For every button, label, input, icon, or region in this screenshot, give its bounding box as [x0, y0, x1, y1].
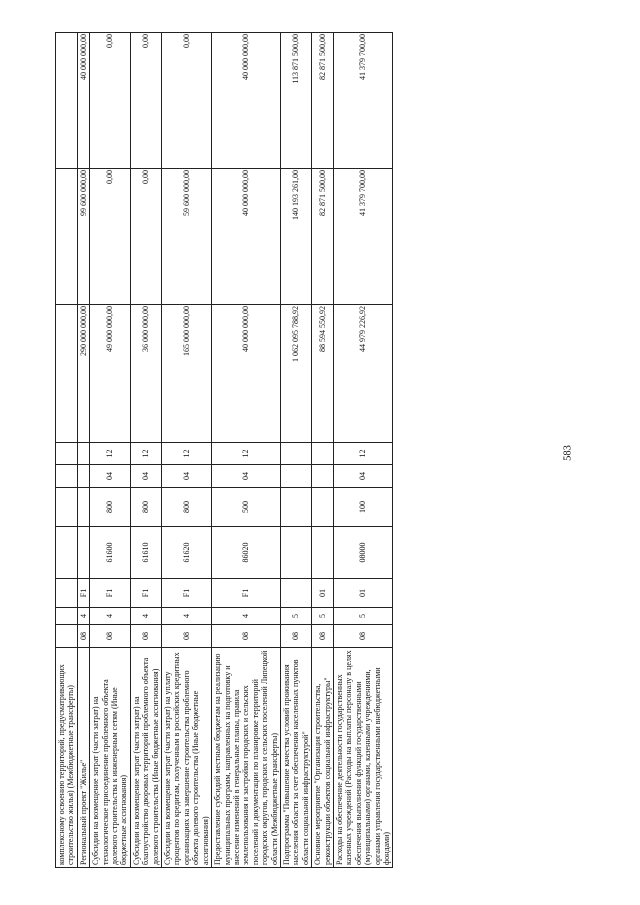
code-cell: 04: [90, 465, 131, 488]
code-cell: 12: [90, 443, 131, 465]
amount-cell: 1 062 095 788,92: [280, 305, 311, 443]
code-cell: [56, 488, 78, 527]
code-cell: 4: [77, 608, 89, 625]
code-cell: 4: [162, 608, 212, 625]
code-cell: [280, 465, 311, 488]
amount-cell: 41 379 700,00: [333, 169, 392, 305]
amount-cell: 49 000 000,00: [90, 305, 131, 443]
table-row: [280, 33, 311, 868]
code-cell: 04: [130, 465, 161, 488]
code-cell: F1: [212, 579, 281, 608]
code-cell: 4: [130, 608, 161, 625]
amount-cell: 40 000 000,00: [212, 33, 281, 169]
code-cell: 4: [90, 608, 131, 625]
row-name-cell: Подпрограмма "Повышение качества условий проживания населения области за счет обеспечения населенных пунктов области социальной инфраструктурой": [280, 648, 311, 868]
row-name-cell: Предоставление субсидий местным бюджетам на реализацию муниципальных программ, направленных на подготовку и внесение изменений в генеральные планы, правила землепользования и застройки городских и сельских поселений и документации по планировке территорий городских округов, городских и сельских поселений Липецкой области (Межбюджетные трансферты): [212, 648, 281, 868]
code-cell: 01: [312, 579, 334, 608]
code-cell: 800: [130, 488, 161, 527]
code-cell: 08: [280, 625, 311, 648]
code-cell: [56, 527, 78, 579]
code-cell: [280, 527, 311, 579]
code-cell: 86020: [212, 527, 281, 579]
amount-cell: 41 379 700,00: [333, 33, 392, 169]
budget-table: [55, 32, 393, 868]
code-cell: 08: [312, 625, 334, 648]
amount-cell: 82 871 500,00: [312, 33, 334, 169]
code-cell: 12: [212, 443, 281, 465]
amount-cell: 59 600 000,00: [162, 169, 212, 305]
amount-cell: 99 600 000,00: [77, 169, 89, 305]
amount-cell: 290 000 000,00: [77, 305, 89, 443]
code-cell: [56, 608, 78, 625]
amount-cell: 82 871 500,00: [312, 169, 334, 305]
code-cell: F1: [77, 579, 89, 608]
code-cell: [280, 579, 311, 608]
code-cell: 08: [90, 625, 131, 648]
code-cell: 500: [212, 488, 281, 527]
amount-cell: 0,00: [90, 33, 131, 169]
code-cell: [312, 527, 334, 579]
table-row: [162, 33, 212, 868]
page-number: 583: [562, 445, 574, 461]
code-cell: [312, 443, 334, 465]
table-row: [77, 33, 89, 868]
code-cell: [280, 443, 311, 465]
code-cell: [77, 488, 89, 527]
code-cell: 5: [280, 608, 311, 625]
amount-cell: 165 000 000,00: [162, 305, 212, 443]
code-cell: 12: [162, 443, 212, 465]
row-name-cell: Региональный проект "Жилье": [77, 648, 89, 868]
amount-cell: 0,00: [130, 169, 161, 305]
amount-cell: 140 193 261,00: [280, 169, 311, 305]
code-cell: 61620: [162, 527, 212, 579]
row-name-cell: комплексному освоению территорий, предусматривающих строительство жилья) (Межбюджетные трансферты): [56, 648, 78, 868]
code-cell: 04: [162, 465, 212, 488]
row-name-cell: Субсидии на возмещение затрат (части затрат) на технологическое присоединение проблемного объекта долевого строительства к инженерным сетям (Иные бюджетные ассигнования): [90, 648, 131, 868]
code-cell: [56, 625, 78, 648]
code-cell: F1: [90, 579, 131, 608]
code-cell: 08: [162, 625, 212, 648]
code-cell: [77, 527, 89, 579]
amount-cell: 44 979 226,92: [333, 305, 392, 443]
code-cell: 12: [130, 443, 161, 465]
amount-cell: 0,00: [90, 169, 131, 305]
code-cell: 01: [333, 579, 392, 608]
budget-table-rotated: [55, 33, 393, 868]
table-row: [312, 33, 334, 868]
code-cell: [56, 443, 78, 465]
amount-cell: 88 594 550,92: [312, 305, 334, 443]
code-cell: [280, 488, 311, 527]
code-cell: 61610: [130, 527, 161, 579]
code-cell: 08000: [333, 527, 392, 579]
table-row: [56, 33, 78, 868]
code-cell: 12: [333, 443, 392, 465]
code-cell: 08: [77, 625, 89, 648]
row-name-cell: Основное мероприятие "Организация строительства, реконструкции объектов социальной инфраструктуры": [312, 648, 334, 868]
code-cell: [56, 465, 78, 488]
code-cell: [312, 488, 334, 527]
code-cell: 4: [212, 608, 281, 625]
amount-cell: 36 000 000,00: [130, 305, 161, 443]
code-cell: 04: [333, 465, 392, 488]
code-cell: 61600: [90, 527, 131, 579]
amount-cell: 113 871 500,00: [280, 33, 311, 169]
code-cell: 100: [333, 488, 392, 527]
code-cell: [77, 465, 89, 488]
code-cell: 08: [333, 625, 392, 648]
code-cell: 04: [212, 465, 281, 488]
table-row: [90, 33, 131, 868]
code-cell: 5: [312, 608, 334, 625]
row-name-cell: Субсидии на возмещение затрат (части затрат) на уплату процентов по кредитам, полученным в российских кредитных организациях на завершение строительства проблемного объекта долевого строительства (Иные бюджетные ассигнования): [162, 648, 212, 868]
code-cell: 800: [162, 488, 212, 527]
code-cell: [56, 579, 78, 608]
amount-cell: [56, 169, 78, 305]
code-cell: F1: [130, 579, 161, 608]
row-name-cell: Субсидии на возмещение затрат (части затрат) на благоустройство дворовых территорий проблемного объекта долевого строительства (Иные бюджетные ассигнования): [130, 648, 161, 868]
code-cell: F1: [162, 579, 212, 608]
table-row: [130, 33, 161, 868]
amount-cell: 40 000 000,00: [212, 305, 281, 443]
amount-cell: [56, 33, 78, 169]
amount-cell: 40 000 000,00: [77, 33, 89, 169]
code-cell: [312, 465, 334, 488]
amount-cell: 40 000 000,00: [212, 169, 281, 305]
amount-cell: [56, 305, 78, 443]
code-cell: 08: [130, 625, 161, 648]
table-row: [333, 33, 392, 868]
amount-cell: 0,00: [162, 33, 212, 169]
code-cell: [77, 443, 89, 465]
code-cell: 08: [212, 625, 281, 648]
amount-cell: 0,00: [130, 33, 161, 169]
table-row: [212, 33, 281, 868]
row-name-cell: Расходы на обеспечение деятельности государственных казенных учреждений (Расходы на выплаты персоналу в целях обеспечения выполнения функций государственными (муниципальными) органами, казенными учреждениями, органами управления государственными внебюджетными фондами): [333, 648, 392, 868]
code-cell: 5: [333, 608, 392, 625]
code-cell: 800: [90, 488, 131, 527]
